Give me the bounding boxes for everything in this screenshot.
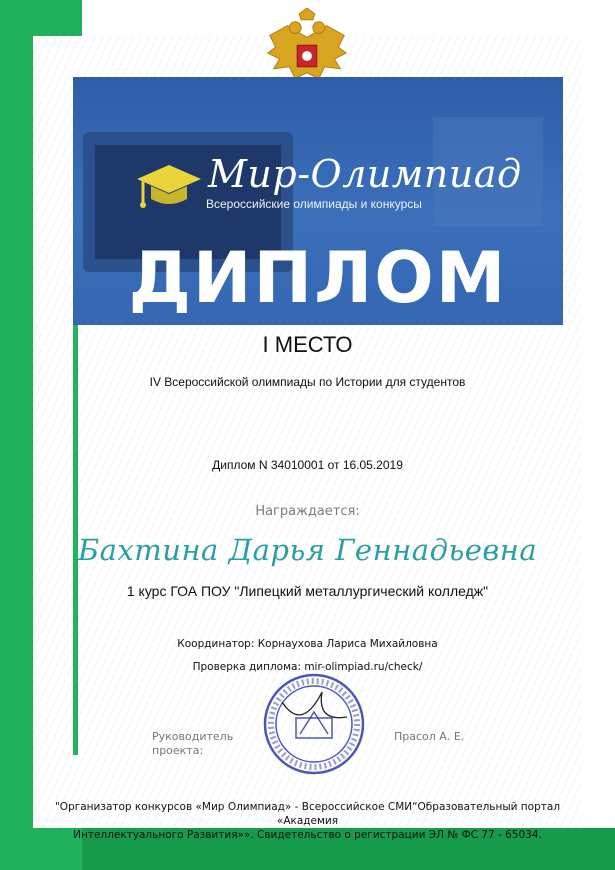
footer-line-2: Интеллектуального Развития»». Свидетельство о регистрации ЭЛ № ФС 77 - 65034.: [73, 829, 542, 841]
signer-name: Прасол А. Е.: [394, 730, 465, 743]
recipient-name: Бахтина Дарья Геннадьевна: [77, 533, 538, 567]
footer-note: [40, 800, 575, 842]
header-banner: [73, 77, 563, 325]
signature-label: [152, 730, 233, 758]
awarded-label: Награждается:: [255, 504, 360, 519]
place-heading: I МЕСТО: [262, 332, 353, 357]
brand-logo-text: Мир-Олимпиад: [208, 152, 522, 196]
official-stamp-icon: [262, 672, 366, 776]
olympiad-name: IV Всероссийской олимпиады по Истории для студентов: [149, 375, 466, 389]
check-line: Проверка диплома: mir-olimpiad.ru/check/: [192, 661, 423, 673]
institution: 1 курс ГОА ПОУ "Липецкий металлургический колледж": [126, 583, 489, 599]
signature-label-line2: проекта:: [152, 744, 204, 757]
graduation-cap-icon: [135, 161, 203, 217]
coordinator-line: Координатор: Корнаухова Лариса Михайловна: [177, 638, 438, 650]
diploma-number: Диплом N 34010001 от 16.05.2019: [212, 458, 403, 472]
footer-line-1: "Организатор конкурсов «Мир Олимпиад» - Всероссийское СМИ“Образовательный портал «Академия: [54, 801, 561, 827]
brand-subtitle: Всероссийские олимпиады и конкурсы: [206, 197, 422, 211]
diploma-title: ДИПЛОМ: [128, 237, 508, 319]
signature-label-line1: Руководитель: [152, 730, 234, 743]
